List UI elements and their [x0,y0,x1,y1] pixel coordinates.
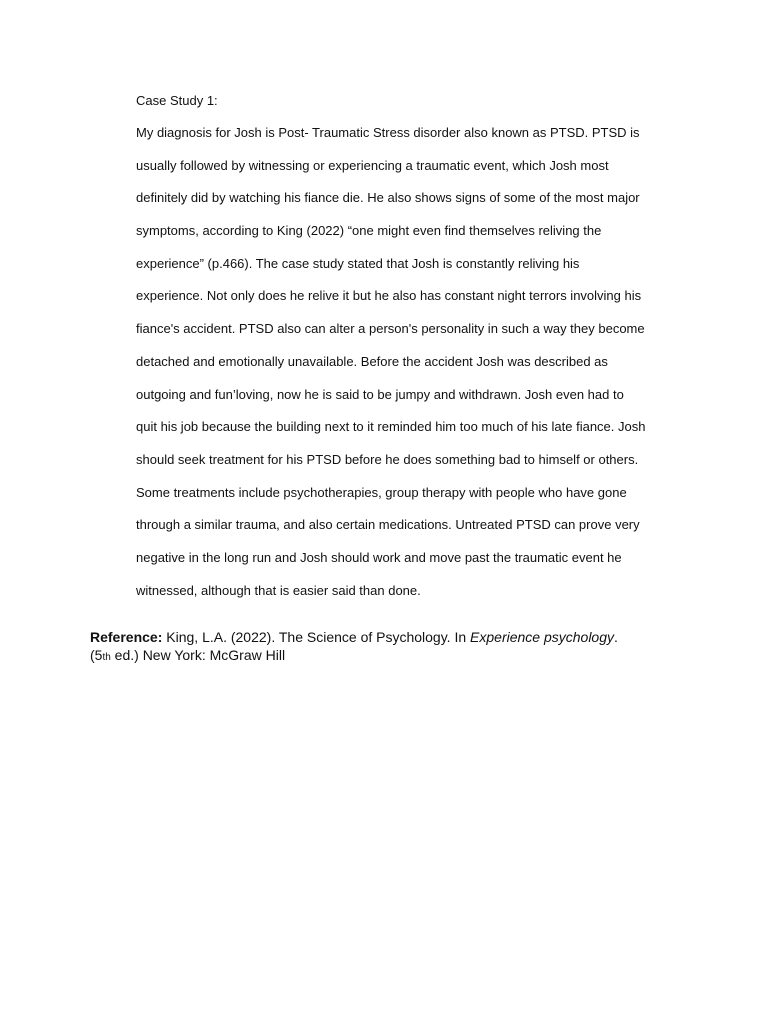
reference-line-1 [90,628,710,646]
body-line: quit his job because the building next to it reminded him too much of his late fiance. Josh [136,419,646,435]
reference-citation [90,628,710,667]
body-line: should seek treatment for his PTSD before he does something bad to himself or others. [136,451,639,467]
body-line: outgoing and fun’loving, now he is said to be jumpy and withdrawn. Josh even had to [136,386,624,402]
body-line: witnessed, although that is easier said than done. [136,582,421,598]
reference-line-2 [90,646,710,667]
reference-label: Reference: [90,629,163,645]
body-line: negative in the long run and Josh should work and move past the traumatic event he [136,549,622,565]
body-line: symptoms, according to King (2022) “one might even find themselves reliving the [136,223,602,239]
body-line: Some treatments include psychotherapies, group therapy with people who have gone [136,484,627,500]
reference-period: . [614,629,618,645]
reference-edition-suffix: th [102,652,111,663]
body-line: My diagnosis for Josh is Post- Traumatic Stress disorder also known as PTSD. PTSD is [136,125,640,140]
case-study-body [136,125,696,615]
body-line: detached and emotionally unavailable. Before the accident Josh was described as [136,353,608,369]
body-line: usually followed by witnessing or experiencing a traumatic event, which Josh most [136,157,609,173]
body-line: experience. Not only does he relive it but he also has constant night terrors involving his [136,288,642,304]
body-line: fiance's accident. PTSD also can alter a person's personality in such a way they become [136,321,645,337]
reference-edition-open: (5 [90,647,103,663]
case-study-heading: Case Study 1: [136,93,218,108]
body-line: definitely did by watching his fiance die. He also shows signs of some of the most major [136,190,640,206]
reference-citation-text: King, L.A. (2022). The Science of Psychology. In [162,629,471,645]
body-line: through a similar trauma, and also certain medications. Untreated PTSD can prove very [136,517,640,533]
reference-book-title: Experience psychology [470,629,615,645]
body-line: experience” (p.466). The case study stated that Josh is constantly reliving his [136,255,580,271]
reference-publisher: ed.) New York: McGraw Hill [110,647,286,663]
